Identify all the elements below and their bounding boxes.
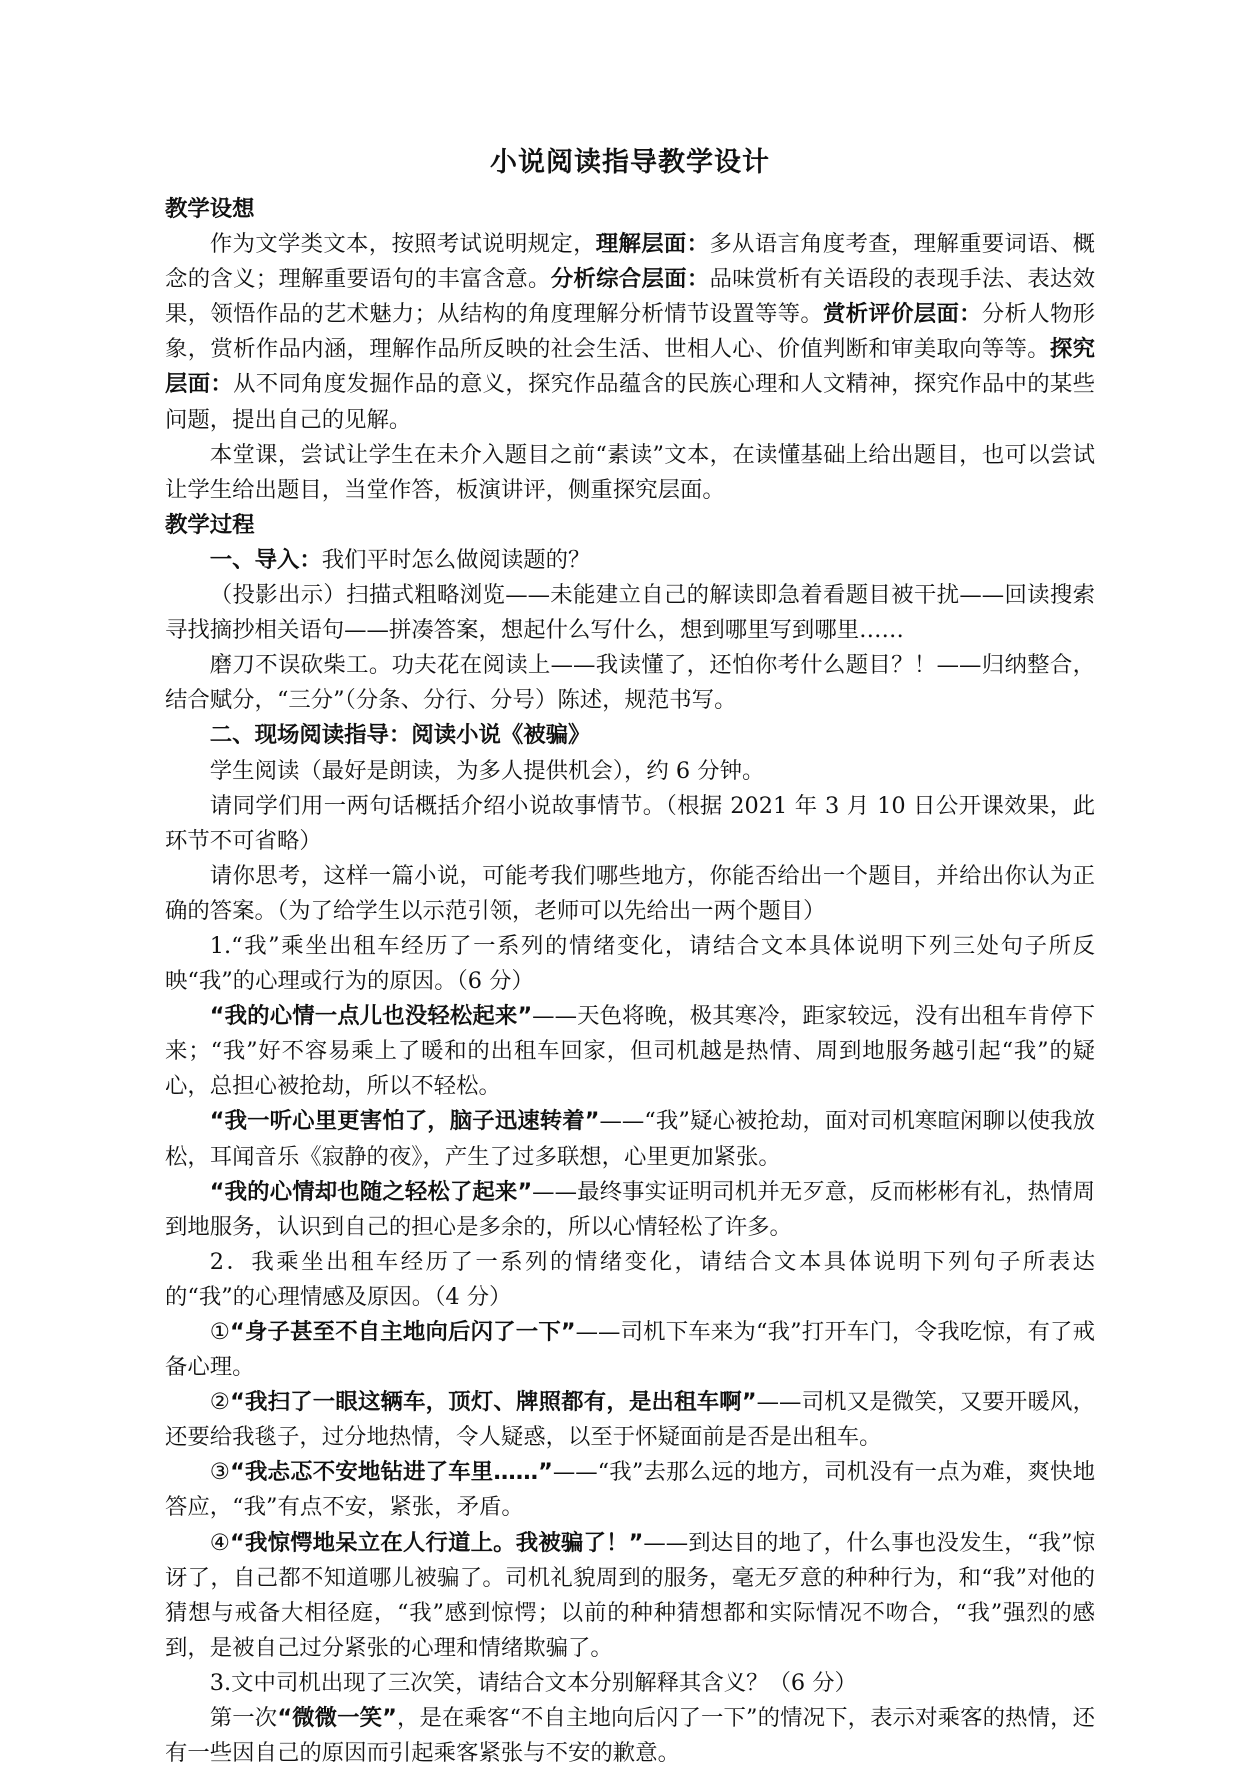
answer-1-2: [165, 1104, 1095, 1174]
heading-teaching-idea: 教学设想: [165, 196, 255, 222]
section-intro: [165, 543, 1095, 578]
question-3: 3.文中司机出现了三次笑，请结合文本分别解释其含义？（6 分）: [209, 1669, 858, 1696]
paragraph-class-plan: 本堂课，尝试让学生在未介入题目之前“素读”文本，在读懂基础上给出题目，也可以尝试让学生给出题目，当堂作答，板演讲评，侧重探究层面。: [165, 441, 1095, 503]
section-reading-guide: 二、现场阅读指导：阅读小说《被骗》: [209, 722, 591, 749]
section-intro-label: 一、导入：: [209, 546, 322, 573]
answer-1-1: [165, 999, 1095, 1104]
paragraph-student-reading: 学生阅读（最好是朗读，为多人提供机会），约 6 分钟。: [209, 757, 765, 784]
heading-teaching-process: 教学过程: [165, 511, 255, 538]
paragraph-summary: 请同学们用一两句话概括介绍小说故事情节。（根据 2021 年 3 月 10 日公开课效果，此环节不可省略）: [165, 792, 1095, 854]
explanation: ——“我”疑心被抢劫，面对司机寒暄闲聊以使我放松，耳闻音乐《寂静的夜》，产生了过多联想，心里更加紧张。: [165, 1108, 1095, 1170]
question-2: 2．我乘坐出租车经历了一系列的情绪变化，请结合文本具体说明下列句子所表达的“我”的心理情感及原因。（4 分）: [165, 1248, 1095, 1310]
answer-3-1: [165, 1701, 1095, 1771]
explanation: ——最终事实证明司机并无歹意，反而彬彬有礼，热情周到地服务，认识到自己的担心是多余的，所以心情轻松了许多。: [165, 1178, 1095, 1240]
item-number: ③: [209, 1459, 231, 1486]
explanation: ——到达目的地了，什么事也没发生，“我”惊讶了，自己都不知道哪儿被骗了。司机礼貌周到的服务，毫无歹意的种种行为，和“我”对他的猜想与戒备大相径庭，“我”感到惊愕；以前的种种猜想都和实际情况不吻合，“我”强烈的感到，是被自己过分紧张的心理和情绪欺骗了。: [165, 1529, 1095, 1661]
answer-2-3: [165, 1455, 1095, 1525]
keyword-understand: 理解层面：: [595, 231, 710, 258]
document-title: 小说阅读指导教学设计: [490, 147, 770, 178]
text-run: 从不同角度发掘作品的意义，探究作品蕴含的民族心理和人文精神，探究作品中的某些问题，提出自己的见解。: [165, 371, 1096, 433]
quote: “我惊愕地呆立在人行道上。我被骗了！”: [230, 1529, 644, 1556]
text-run: 品味赏析有关语段的表现手法、表达效果，领悟作品的艺术魅力；从结构的角度理解分析情节设置等等。: [165, 266, 1096, 328]
explanation: ——司机下车来为“我”打开车门，令我吃惊，有了戒备心理。: [165, 1319, 1095, 1381]
document-body: [165, 192, 1095, 1771]
text-run: 分析人物形象，赏析作品内涵，理解作品所反映的社会生活、世相人心、价值判断和审美取向等等。: [165, 301, 1096, 363]
text-run: 多从语言角度考查，理解重要词语、概念的含义；理解重要语句的丰富含意。: [165, 231, 1096, 293]
explanation: ——“我”去那么远的地方，司机没有一点为难，爽快地答应，“我”有点不安，紧张，矛盾。: [165, 1459, 1095, 1521]
keyword-appreciate: 赏析评价层面：: [823, 301, 982, 328]
quote: “微微一笑”: [277, 1705, 397, 1732]
quote: “我扫了一眼这辆车，顶灯、牌照都有，是出租车啊”: [230, 1389, 757, 1416]
section-intro-text: 我们平时怎么做阅读题的？: [321, 546, 591, 573]
quote: “我的心情一点儿也没轻松起来”: [209, 1003, 533, 1030]
question-1: 1.“我”乘坐出租车经历了一系列的情绪变化，请结合文本具体说明下列三处句子所反映“我”的心理或行为的原因。（6 分）: [165, 932, 1095, 995]
answer-2-2: [165, 1385, 1095, 1455]
quote: “我一听心里更害怕了，脑子迅速转着”: [209, 1108, 600, 1135]
paragraph-projection: （投影出示）扫描式粗略浏览——未能建立自己的解读即急着看题目被干扰——回读搜索寻找摘抄相关语句——拼凑答案，想起什么写什么，想到哪里写到哪里……: [165, 582, 1095, 644]
item-number: ④: [209, 1529, 231, 1556]
paragraph-think: 请你思考，这样一篇小说，可能考我们哪些地方，你能否给出一个题目，并给出你认为正确的答案。（为了给学生以示范引领，老师可以先给出一两个题目）: [165, 862, 1095, 924]
paragraph-sharpen: 磨刀不误砍柴工。功夫花在阅读上——我读懂了，还怕你考什么题目？！——归纳整合，结合赋分，“三分”（分条、分行、分号）陈述，规范书写。: [165, 652, 1095, 714]
keyword-analysis: 分析综合层面：: [550, 266, 710, 293]
paragraph-teaching-idea: [165, 227, 1095, 438]
quote: “我忐忑不安地钻进了车里……”: [230, 1459, 553, 1486]
explanation: ——天色将晚，极其寒冷，距家较远，没有出租车肯停下来；“我”好不容易乘上了暖和的出租车回家，但司机越是热情、周到地服务越引起“我”的疑心，总担心被抢劫，所以不轻松。: [165, 1003, 1095, 1100]
quote: “我的心情却也随之轻松了起来”: [209, 1178, 533, 1205]
explanation: ——司机又是微笑，又要开暖风，还要给我毯子，过分地热情，令人疑惑，以至于怀疑面前是否是出租车。: [165, 1389, 1096, 1451]
quote: “身子甚至不自主地向后闪了一下”: [230, 1319, 576, 1345]
text-run: 第一次: [209, 1705, 278, 1732]
item-number: ②: [209, 1389, 231, 1416]
answer-2-4: [165, 1526, 1095, 1666]
item-number: ①: [209, 1319, 231, 1345]
answer-1-3: [165, 1175, 1095, 1245]
explanation: ，是在乘客“不自主地向后闪了一下”的情况下，表示对乘客的热情，还有一些因自己的原因而引起乘客紧张与不安的歉意。: [165, 1705, 1095, 1767]
text-run: 作为文学类文本，按照考试说明规定，: [209, 231, 596, 258]
answer-2-1: [165, 1315, 1095, 1385]
keyword-explore: 探究层面：: [165, 336, 1096, 398]
